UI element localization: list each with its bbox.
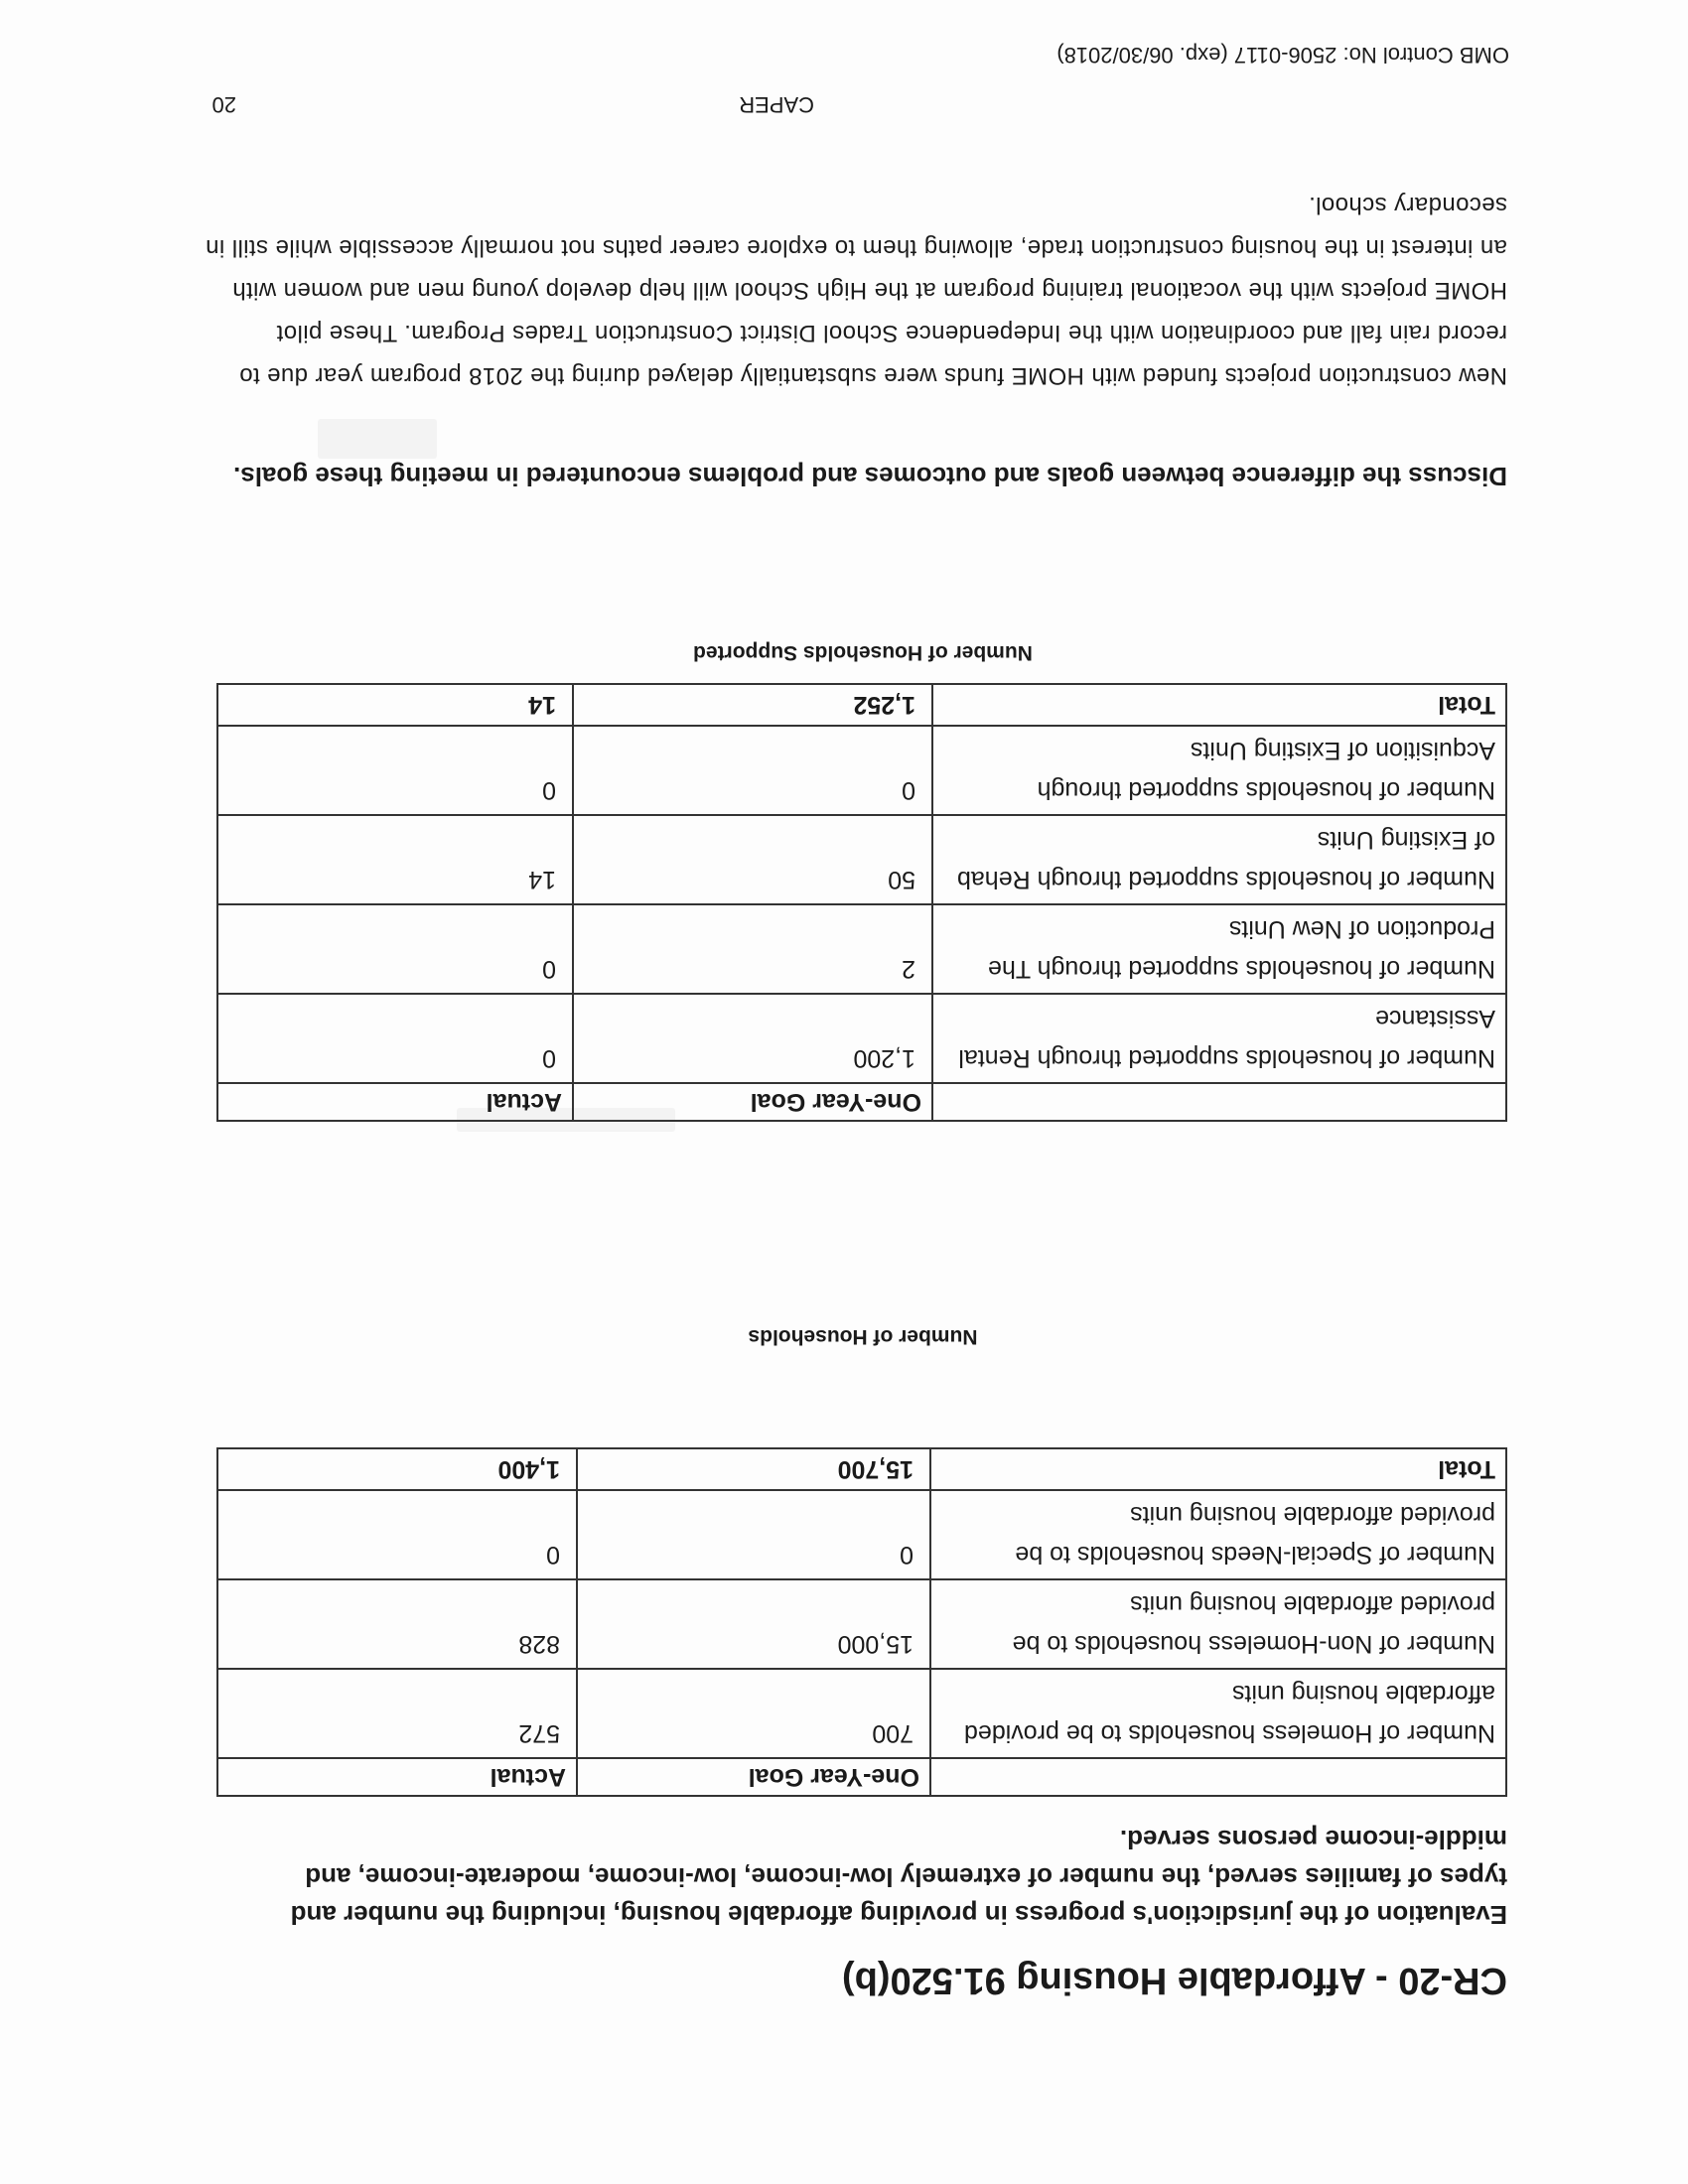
row-goal: 1,200 [573,994,932,1083]
row-goal: 2 [573,904,932,994]
row-actual: 572 [217,1669,577,1758]
table-total-row [217,1448,1506,1490]
total-label: Total [930,1448,1506,1490]
header-actual: Actual [217,1083,573,1121]
row-goal: 15,000 [577,1579,930,1669]
page-number: 20 [211,92,236,117]
row-label: Number of households supported through The Production of New Units [932,904,1506,994]
table-header-row [217,1758,1506,1796]
row-goal: 0 [573,726,932,815]
total-goal: 15,700 [577,1448,930,1490]
footer-label: CAPER [739,92,814,117]
header-cell-empty [932,1083,1506,1121]
table-row [217,815,1506,904]
header-actual: Actual [217,1758,577,1796]
omb-control-number: OMB Control No: 2506-0117 (exp. 06/30/2018) [1056,43,1509,68]
discussion-body: New construction projects funded with HOME funds were substantially delayed during the 2018 program year due to record rain fall and coordination with the Independence School District Construction Trades Program. These pilot HOME projects with the vocational training program at the High School will help develop young men and women with an interest in the housing construction trade, allowing them to explore career paths not normally accessible while still in secondary school. [205,192,1507,389]
total-goal: 1,252 [573,684,932,726]
row-label: Number of households supported through Rehab of Existing Units [932,815,1506,904]
row-goal: 0 [577,1490,930,1579]
row-label: Number of Special-Needs households to be provided affordable housing units [930,1490,1506,1579]
households-supported-table [216,683,1507,1122]
row-actual: 0 [217,726,573,815]
row-actual: 0 [217,904,573,994]
table-row [217,1490,1506,1579]
table-row [217,1669,1506,1758]
row-label: Number of households supported through Rental Assistance [932,994,1506,1083]
row-actual: 828 [217,1579,577,1669]
row-actual: 14 [217,815,573,904]
total-label: Total [932,684,1506,726]
table-total-row [217,684,1506,726]
households-table-caption: Number of Households [748,1325,978,1348]
total-actual: 1,400 [217,1448,577,1490]
table-row [217,994,1506,1083]
row-label: Number of households supported through Acquisition of Existing Units [932,726,1506,815]
households-table [216,1447,1507,1797]
row-label: Number of Non-Homeless households to be provided affordable housing units [930,1579,1506,1669]
row-actual: 0 [217,1490,577,1579]
table-header-row [217,1083,1506,1121]
header-one-year-goal: One-Year Goal [573,1083,932,1121]
table-row [217,726,1506,815]
header-one-year-goal: One-Year Goal [577,1758,930,1796]
row-actual: 0 [217,994,573,1083]
header-cell-empty [930,1758,1506,1796]
row-goal: 50 [573,815,932,904]
page-title: CR-20 - Affordable Housing 91.520(b) [841,1960,1507,2001]
supported-table-caption: Number of Households Supported [693,641,1033,664]
intro-heading: Evaluation of the jurisdiction's progress in providing affordable housing, including the number and types of families served, the number of extremely low-income, low-income, moderate-income, and middle-income persons served. [290,1825,1507,1930]
row-goal: 700 [577,1669,930,1758]
scan-artifact [318,419,437,459]
table-row [217,1579,1506,1669]
row-label: Number of Homeless households to be provided affordable housing units [930,1669,1506,1758]
total-actual: 14 [217,684,573,726]
table-row [217,904,1506,994]
discussion-heading: Discuss the difference between goals and outcomes and problems encountered in meeting these goals. [233,462,1507,491]
